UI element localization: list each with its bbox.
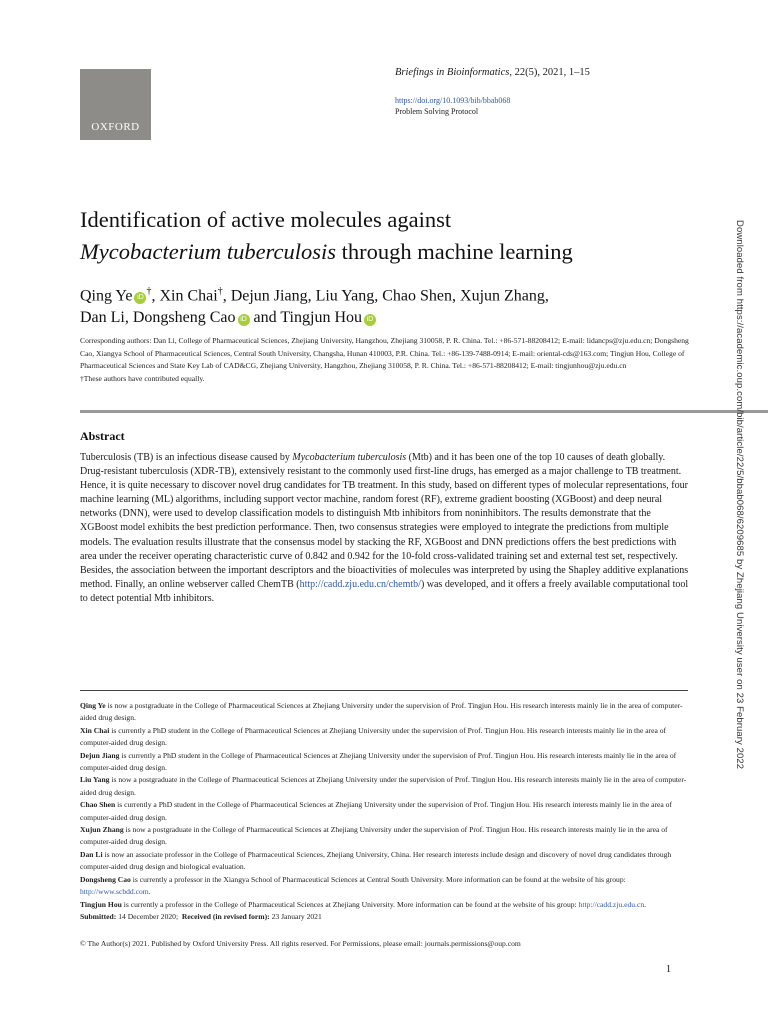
- bio-item: [80, 849, 688, 874]
- bio-text: is currently a PhD student in the College of Pharmaceutical Sciences at Zhejiang University under the supervision of Prof. Tingjun Hou. His research interests mainly lie in the area of computer-aided drug design.: [80, 750, 677, 773]
- abstract-part-1: Tuberculosis (TB) is an infectious disease caused by: [80, 452, 293, 463]
- oxford-logo: [80, 69, 151, 140]
- author-group-2: Dan Li, Dongsheng Cao: [80, 309, 236, 327]
- dagger-mark: †: [146, 286, 152, 297]
- bio-text: is currently a PhD student in the College of Pharmaceutical Sciences at Zhejiang University under the supervision of Prof. Tingjun Hou. His research interests mainly lie in the area of computer-aided drug design.: [80, 725, 667, 748]
- orcid-icon[interactable]: iD: [134, 292, 146, 304]
- bio-item: [80, 799, 688, 824]
- section-divider: [80, 410, 768, 413]
- received-label: Received (in revised form):: [181, 911, 270, 921]
- author-tingjun-hou: and Tingjun Hou: [249, 309, 362, 327]
- submitted-label: Submitted:: [80, 911, 117, 921]
- corresponding-text: Corresponding authors: Dan Li, College of Pharmaceutical Sciences, Zhejiang University, Hangzhou, Zhejiang 310058, P. R. China. Tel.: +86-571-88208412; E-mail: lidancps@zju.edu.cn; Dongsheng Cao, Xiangya School of Pharmaceutical Sciences, Central South University, Changsha, Hunan 410003, P.R. China. Tel.: +86-139-7488-0914; E-mail: oriental-cds@163.com; Tingjun Hou, College of Pharmaceutical Sciences and State Key Lab of CAD&CG, Zhejiang University, Hangzhou, Zhejiang 310058, P. R. China. Tel.: +86-571-88208412; E-mail: tingjunhou@zju.edu.cn: [80, 336, 689, 370]
- bio-text: is currently a PhD student in the College of Pharmaceutical Sciences at Zhejiang University under the supervision of Prof. Tingjun Hou. His research interests mainly lie in the area of computer-aided drug design.: [80, 800, 672, 822]
- bio-end: .: [644, 899, 647, 909]
- doi-link[interactable]: https://doi.org/10.1093/bib/bbab068: [395, 96, 511, 105]
- title-line-2: through machine learning: [335, 239, 573, 264]
- abstract-part-3: ) was developed, and it offers a freely available computational tool to detect potential Mtb inhibitors.: [80, 578, 689, 604]
- page-number: 1: [666, 964, 671, 975]
- orcid-icon[interactable]: iD: [238, 314, 250, 326]
- chemtb-link[interactable]: http://cadd.zju.edu.cn/chemtb/: [299, 578, 421, 590]
- author-bios: [80, 700, 688, 923]
- bio-name: Tingjun Hou: [80, 899, 122, 909]
- cadd-link[interactable]: http://cadd.zju.edu.cn: [578, 899, 645, 909]
- title-italic: Mycobacterium tuberculosis: [80, 239, 336, 264]
- abstract-body: [80, 451, 690, 606]
- corresponding-authors: [80, 335, 690, 385]
- article-title: [80, 204, 700, 268]
- author-list: [80, 281, 700, 329]
- footnote-divider: [80, 690, 688, 691]
- bio-name: Dejun Jiang: [80, 750, 120, 760]
- download-watermark: Downloaded from https://academic.oup.com/bib/article/22/5/bbab068/6209685 by Zhejiang University user on 23 February 2022: [734, 220, 745, 770]
- bio-name: Chao Shen: [80, 800, 116, 810]
- bio-item: [80, 774, 688, 799]
- journal-header: [395, 66, 695, 117]
- author-xin-chai: , Xin Chai: [151, 287, 218, 305]
- title-line-1: Identification of active molecules against: [80, 207, 452, 232]
- bio-name: Qing Ye: [80, 701, 106, 710]
- copyright-notice: © The Author(s) 2021. Published by Oxford University Press. All rights reserved. For Permissions, please email: journals.permissions@oup.com: [80, 939, 521, 948]
- author-qing-ye: Qing Ye: [80, 287, 133, 305]
- bio-item: [80, 725, 688, 750]
- bio-name: Xujun Zhang: [80, 825, 124, 835]
- orcid-icon[interactable]: iD: [364, 314, 376, 326]
- journal-name: Briefings in Bioinformatics,: [395, 67, 512, 78]
- bio-item: [80, 700, 688, 725]
- bio-name: Xin Chai: [80, 725, 110, 735]
- bio-item: [80, 874, 688, 899]
- abstract-heading: Abstract: [80, 429, 125, 443]
- bio-item: [80, 750, 688, 775]
- journal-citation: [395, 66, 695, 80]
- dagger-mark: †: [217, 286, 223, 297]
- bio-text: is now a postgraduate in the College of Pharmaceutical Sciences at Zhejiang University under the supervision of Prof. Tingjun Hou. His research interests mainly lie in the area of computer-aided drug design.: [80, 825, 668, 847]
- bio-text: is now a postgraduate in the College of Pharmaceutical Sciences at Zhejiang University under the supervision of Prof. Tingjun Hou. His research interests mainly lie in the area of computer-aided drug design.: [80, 775, 687, 797]
- article-type: Problem Solving Protocol: [395, 107, 479, 116]
- bio-text: is now a postgraduate in the College of Pharmaceutical Sciences at Zhejiang University under the supervision of Prof. Tingjun Hou. His research interests mainly lie in the area of computer-aided drug design.: [80, 701, 683, 723]
- bio-name: Dan Li: [80, 849, 103, 859]
- bio-text: is currently a professor in the College of Pharmaceutical Sciences at Zhejiang University. More information can be found at the website of his group:: [121, 899, 579, 909]
- submission-dates: [80, 911, 688, 923]
- submitted-date: 14 December 2020;: [116, 911, 179, 921]
- received-date: 23 January 2021: [269, 911, 322, 921]
- bio-name: Liu Yang: [80, 775, 110, 785]
- bio-text: is currently a professor in the Xiangya School of Pharmaceutical Sciences at Central South University. More information can be found at the website of his group:: [130, 874, 626, 884]
- journal-ref: 22(5), 2021, 1–15: [514, 67, 590, 78]
- oxford-logo-text: OXFORD: [91, 121, 140, 133]
- equal-contribution-note: †These authors have contributed equally.: [80, 373, 205, 383]
- bio-name: Dongsheng Cao: [80, 874, 131, 884]
- bio-item: [80, 824, 688, 849]
- author-group-1: , Dejun Jiang, Liu Yang, Chao Shen, Xujun Zhang,: [222, 287, 549, 305]
- abstract-italic: Mycobacterium tuberculosis: [292, 452, 407, 463]
- abstract-part-2: (Mtb) and it has been one of the top 10 causes of death globally. Drug-resistant tuberculosis (XDR-TB), extensively resistant to the commonly used first-line drugs, has emerged as a major challenge to TB treatment. Hence, it is quite necessary to discover novel drug candidates for TB treatment. In this study, based on different types of molecular representations, four machine learning (ML) algorithms, including support vector machine, random forest (RF), extreme gradient boosting (XGBoost) and deep neural networks (DNN), were used to develop classification models to distinguish Mtb inhibitors from noninhibitors. The results demonstrate that the XGBoost model exhibits the best prediction performance. Then, two consensus strategies were employed to integrate the predictions from multiple models. The evaluation results illustrate that the consensus model by stacking the RF, XGBoost and DNN predictions offers the best predictions with area under the receiver operating characteristic curve of 0.842 and 0.942 for the 10-fold cross-validated training set and external test set, respectively. Besides, the association between the important descriptors and the bioactivities of molecules was interpreted by using the Shapley additive explanations method. Finally, an online webserver called ChemTB (: [80, 452, 689, 590]
- bio-item: [80, 899, 688, 911]
- bio-text: is now an associate professor in the College of Pharmaceutical Sciences, Zhejiang University, China. Her research interests include design and discovery of novel drug candidates through computer-aided drug design and biological evaluation.: [80, 849, 672, 872]
- scbdd-link[interactable]: http://www.scbdd.com: [80, 887, 149, 897]
- bio-end: .: [148, 887, 151, 897]
